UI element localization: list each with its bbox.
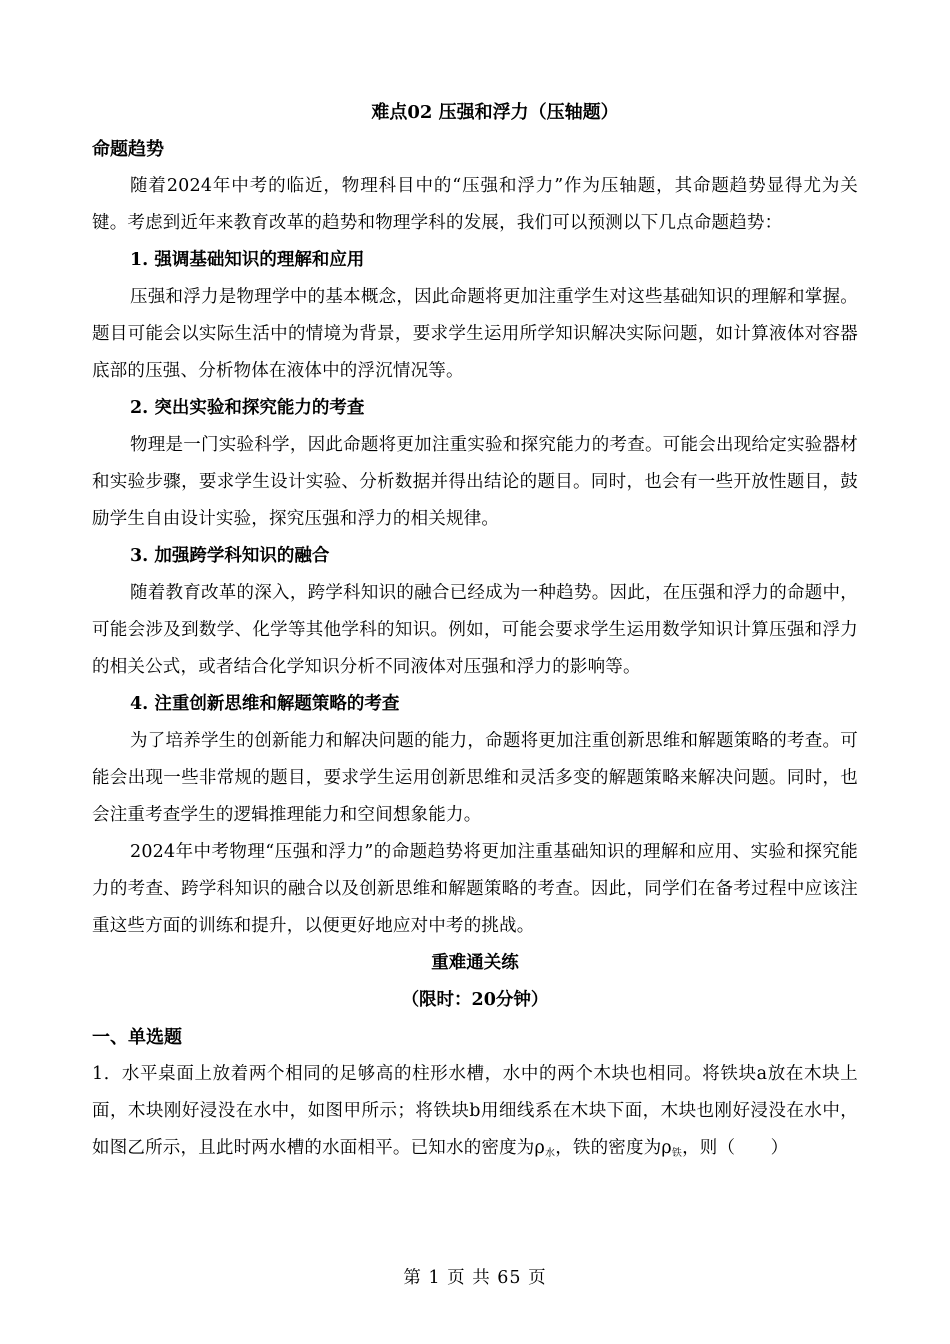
conclusion-paragraph: 2024年中考物理“压强和浮力”的命题趋势将更加注重基础知识的理解和应用、实验和探究能力的考查、跨学科知识的融合以及创新思维和解题策略的考查。因此，同学们在备考过程中应该注重这些方面的训练和提升，以便更好地应对中考的挑战。 bbox=[92, 842, 858, 936]
section-2-body: 物理是一门实验科学，因此命题将更加注重实验和探究能力的考查。可能会出现给定实验器材和实验步骤，要求学生设计实验、分析数据并得出结论的题目。同时，也会有一些开放性题目，鼓励学生自由设计实验，探究压强和浮力的相关规律。 bbox=[92, 435, 858, 529]
intro-paragraph: 随着2024年中考的临近，物理科目中的“压强和浮力”作为压轴题，其命题趋势显得尤为关键。考虑到近年来教育改革的趋势和物理学科的发展，我们可以预测以下几点命题趋势： bbox=[92, 176, 858, 233]
practice-title: 重难通关练 bbox=[431, 953, 519, 973]
trend-heading: 命题趋势 bbox=[92, 139, 164, 160]
document-page bbox=[92, 95, 858, 1172]
water-subscript: 水 bbox=[545, 1148, 556, 1159]
page-footer: 第 1 页 共 65 页 bbox=[403, 1268, 547, 1288]
time-limit: （限时：20分钟） bbox=[401, 990, 549, 1010]
document-title: 难点02 压强和浮力（压轴题） bbox=[371, 102, 619, 123]
section-3-heading: 3. 加强跨学科知识的融合 bbox=[130, 546, 330, 566]
section-3-body: 随着教育改革的深入，跨学科知识的融合已经成为一种趋势。因此，在压强和浮力的命题中，可能会涉及到数学、化学等其他学科的知识。例如，可能会要求学生运用数学知识计算压强和浮力的相关公式，或者结合化学知识分析不同液体对压强和浮力的影响等。 bbox=[92, 583, 858, 677]
question-1 bbox=[92, 1056, 858, 1172]
question-1-text-a: 1．水平桌面上放着两个相同的足够高的柱形水槽，水中的两个木块也相同。将铁块a放在木块上面，木块刚好浸没在水中，如图甲所示；将铁块b用细线系在木块下面，木块也刚好浸没在水中，如图乙所示，且此时两水槽的水面相平。已知水的密度为ρ bbox=[92, 1064, 858, 1158]
section-1-body: 压强和浮力是物理学中的基本概念，因此命题将更加注重学生对这些基础知识的理解和掌握。题目可能会以实际生活中的情境为背景，要求学生运用所学知识解决实际问题，如计算液体对容器底部的压强、分析物体在液体中的浮沉情况等。 bbox=[92, 287, 858, 381]
single-choice-heading: 一、单选题 bbox=[92, 1027, 182, 1048]
section-1-heading: 1. 强调基础知识的理解和应用 bbox=[130, 250, 365, 270]
section-4-body: 为了培养学生的创新能力和解决问题的能力，命题将更加注重创新思维和解题策略的考查。可能会出现一些非常规的题目，要求学生运用创新思维和灵活多变的解题策略来解决问题。同时，也会注重考查学生的逻辑推理能力和空间想象能力。 bbox=[92, 731, 858, 825]
section-4-heading: 4. 注重创新思维和解题策略的考查 bbox=[130, 694, 400, 714]
section-2-heading: 2. 突出实验和探究能力的考查 bbox=[130, 398, 365, 418]
iron-subscript: 铁 bbox=[671, 1148, 683, 1159]
question-1-text-b: ，铁的密度为ρ bbox=[555, 1138, 672, 1158]
question-1-text-c: ，则（ ） bbox=[682, 1138, 789, 1158]
